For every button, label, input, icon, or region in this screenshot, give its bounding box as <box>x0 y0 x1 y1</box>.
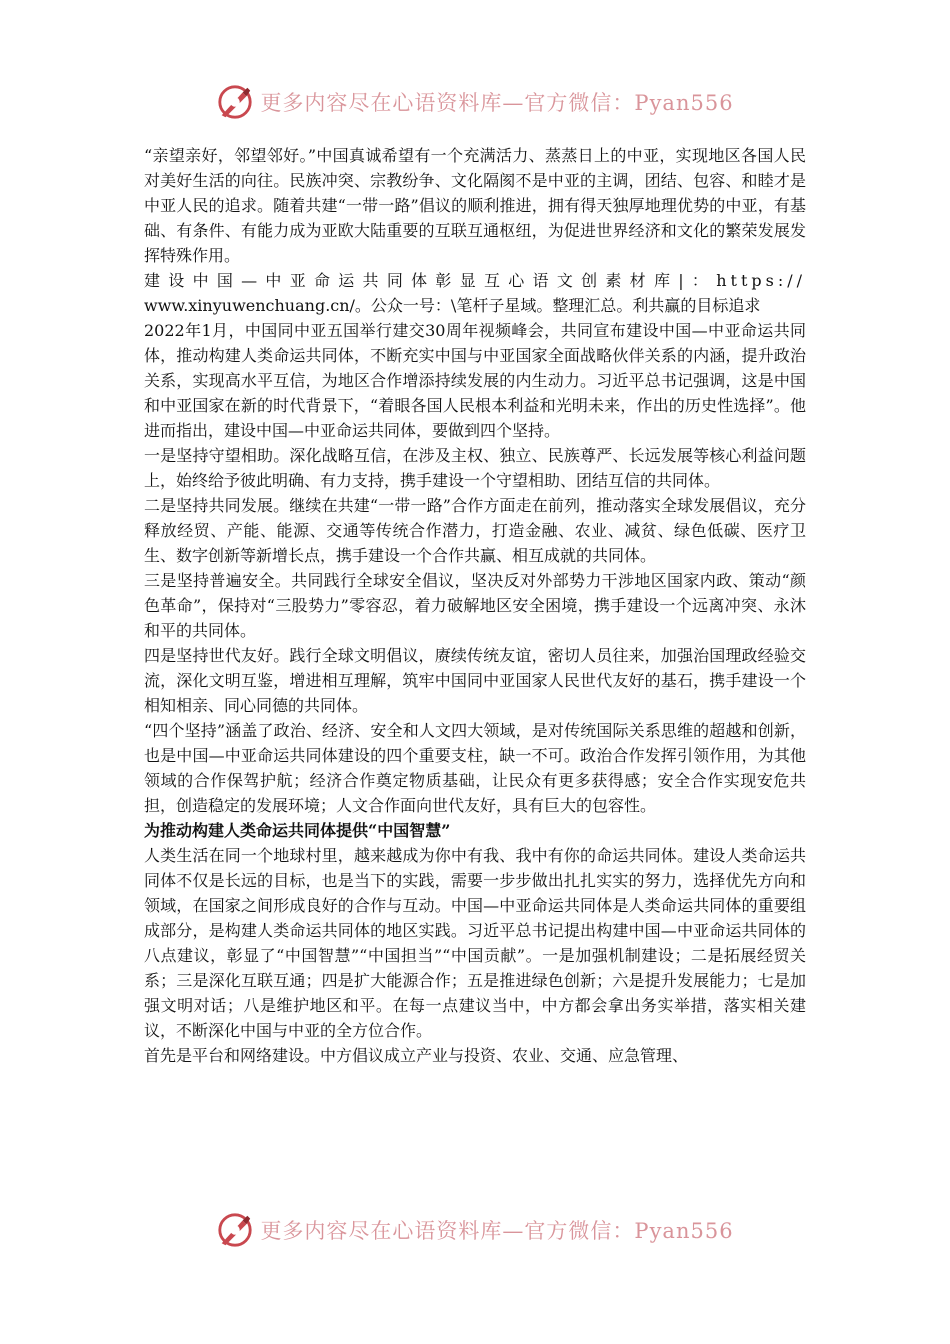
paragraph-6: 四是坚持世代友好。践行全球文明倡议，赓续传统友谊，密切人员往来，加强治国理政经验交流，深化文明互鉴，增进相互理解，筑牢中国同中亚国家人民世代友好的基石，携手建设一个相知相亲、同心同德的共同体。 <box>144 646 806 715</box>
watermark-text: 更多内容尽在心语资料库—官方微信：Pyan556 <box>260 91 734 115</box>
paragraph-9: 首先是平台和网络建设。中方倡议成立产业与投资、农业、交通、应急管理、 <box>144 1046 689 1065</box>
watermark-banner-bottom <box>0 1210 950 1250</box>
source-line-1: 建设中国—中亚命运共同体彰显互心语文创素材库|：https:// <box>144 271 806 290</box>
paragraph-8: 人类生活在同一个地球村里，越来越成为你中有我、我中有你的命运共同体。建设人类命运共同体不仅是长远的目标，也是当下的实践，需要一步步做出扎扎实实的努力，选择优先方向和领域，在国家之间形成良好的合作与互动。中国—中亚命运共同体是人类命运共同体的重要组成部分，是构建人类命运共同体的地区实践。习近平总书记提出构建中国—中亚命运共同体的八点建议，彰显了“中国智慧”“中国担当”“中国贡献”。一是加强机制建设；二是拓展经贸关系；三是深化互联互通；四是扩大能源合作；五是推进绿色创新；六是提升发展能力；七是加强文明对话；八是维护地区和平。在每一点建议当中，中方都会拿出务实举措，落实相关建议，不断深化中国与中亚的全方位合作。 <box>144 846 806 1040</box>
pen-logo-icon <box>216 1211 254 1249</box>
paragraph-7: “四个坚持”涵盖了政治、经济、安全和人文四大领域，是对传统国际关系思维的超越和创新，也是中国—中亚命运共同体建设的四个重要支柱，缺一不可。政治合作发挥引领作用，为其他领域的合作保驾护航；经济合作奠定物质基础，让民众有更多获得感；安全合作实现安危共担，创造稳定的发展环境；人文合作面向世代友好，具有巨大的包容性。 <box>144 721 806 815</box>
paragraph-4: 二是坚持共同发展。继续在共建“一带一路”合作方面走在前列，推动落实全球发展倡议，充分释放经贸、产能、能源、交通等传统合作潜力，打造金融、农业、减贫、绿色低碳、医疗卫生、数字创新等新增长点，携手建设一个合作共赢、相互成就的共同体。 <box>144 496 806 565</box>
paragraph-5: 三是坚持普遍安全。共同践行全球安全倡议，坚决反对外部势力干涉地区国家内政、策动“颜色革命”，保持对“三股势力”零容忍，着力破解地区安全困境，携手建设一个远离冲突、永沐和平的共同体。 <box>144 571 806 640</box>
section-heading: 为推动构建人类命运共同体提供“中国智慧” <box>144 821 451 840</box>
watermark-text: 更多内容尽在心语资料库—官方微信：Pyan556 <box>260 1219 734 1243</box>
watermark-banner-top <box>0 82 950 122</box>
document-body <box>144 143 806 1068</box>
pen-logo-icon <box>216 83 254 121</box>
paragraph-1: “亲望亲好，邻望邻好。”中国真诚希望有一个充满活力、蒸蒸日上的中亚，实现地区各国人民对美好生活的向往。民族冲突、宗教纷争、文化隔阂不是中亚的主调，团结、包容、和睦才是中亚人民的追求。随着共建“一带一路”倡议的顺利推进，拥有得天独厚地理优势的中亚，有基础、有条件、有能力成为亚欧大陆重要的互联互通枢纽，为促进世界经济和文化的繁荣发展发挥特殊作用。 <box>144 146 806 265</box>
paragraph-3: 一是坚持守望相助。深化战略互信，在涉及主权、独立、民族尊严、长远发展等核心利益问题上，始终给予彼此明确、有力支持，携手建设一个守望相助、团结互信的共同体。 <box>144 446 806 490</box>
paragraph-2: 2022年1月，中国同中亚五国举行建交30周年视频峰会，共同宣布建设中国—中亚命运共同体，推动构建人类命运共同体，不断充实中国与中亚国家全面战略伙伴关系的内涵，提升政治关系，实现高水平互信，为地区合作增添持续发展的内生动力。习近平总书记强调，这是中国和中亚国家在新的时代背景下，“着眼各国人民根本利益和光明未来，作出的历史性选择”。他进而指出，建设中国—中亚命运共同体，要做到四个坚持。 <box>144 321 806 440</box>
source-line-2: www.xinyuwenchuang.cn/。公众一号：\笔杆子星域。整理汇总。利共赢的目标追求 <box>144 296 761 315</box>
